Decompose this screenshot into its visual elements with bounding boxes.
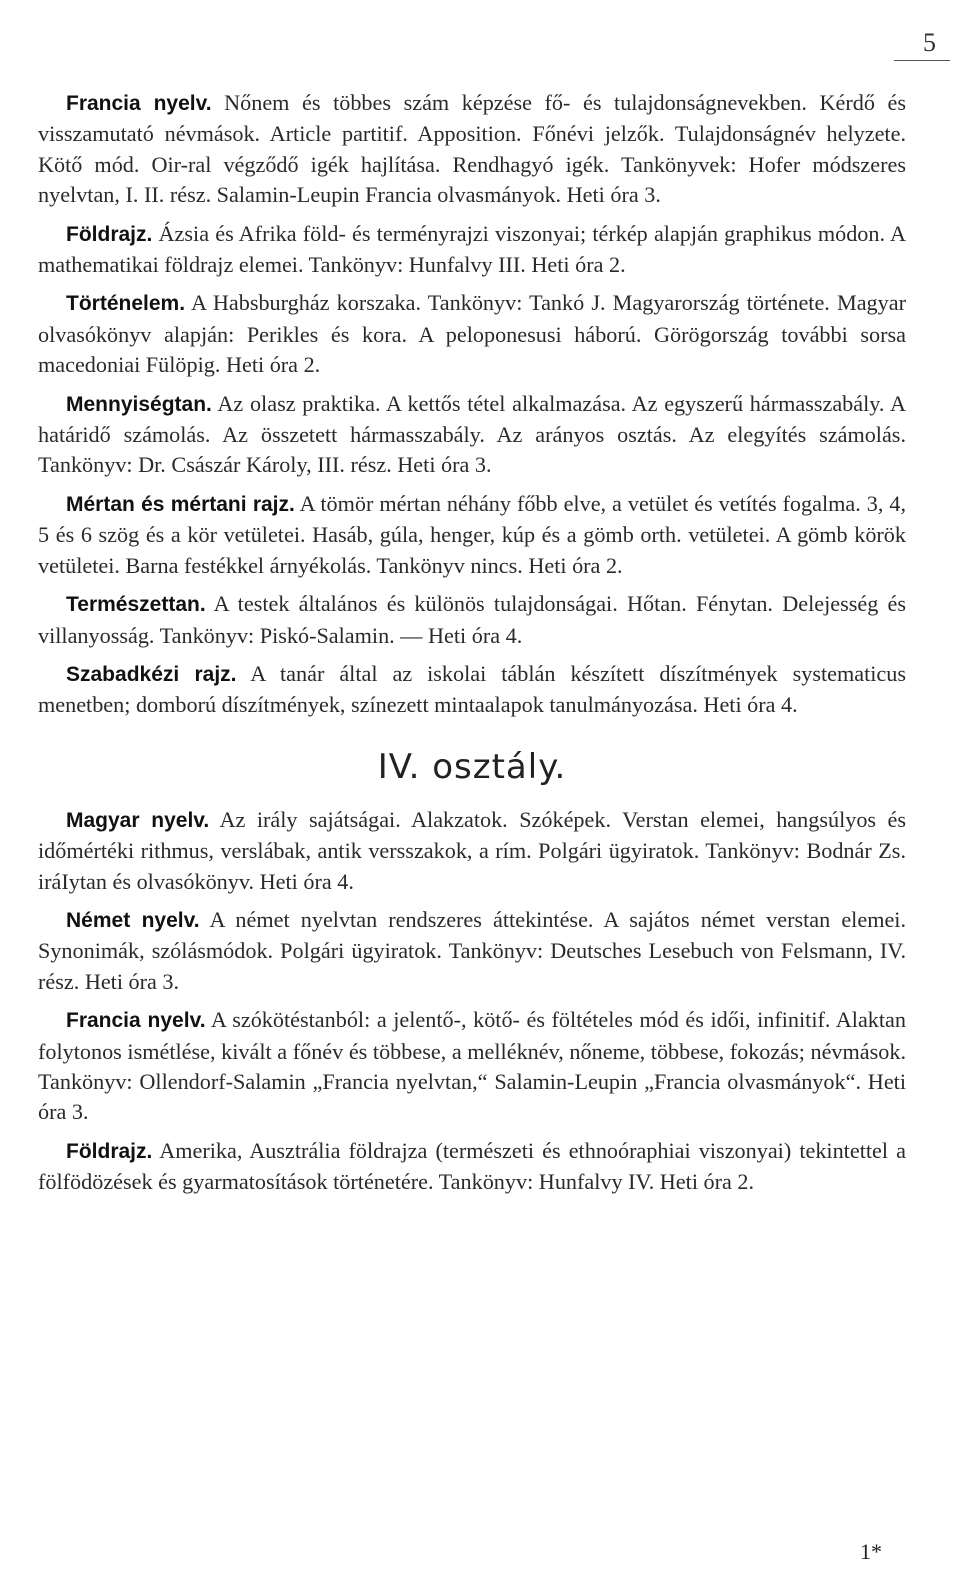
subject-paragraph <box>38 1005 906 1128</box>
subject-text: A német nyelvtan rendszeres áttekintése. A sajátos német verstan elemei. Synonimák, szólásmódok. Polgári ügyiratok. Tankönyv: Deutsches Lesebuch von Felsmann, IV. rész. Heti óra 3. <box>38 906 907 994</box>
subject-paragraph <box>38 905 906 997</box>
subject-text: Az irály sajátságai. Alakzatok. Szóképek. Verstan elemei, hangsúlyos és időmértéki rithmus, verslábak, antik versszakok, a rím. Polgári ügyiratok. Tankönyv: Bodnár Zs. iráIytan és olvasókönyv. Heti óra 4. <box>38 806 906 894</box>
subject-paragraph <box>38 489 906 581</box>
subject-title: Francia nyelv. <box>66 1009 206 1033</box>
section-heading: IV. osztály. <box>377 746 567 787</box>
subject-title: Mennyiségtan. <box>66 392 212 416</box>
subject-text: Amerika, Ausztrália földrajza (természeti és ethnoóraphiai viszonyai) tekintettel a fölfödözések és gyarmatosítások történetére. Tankönyv: Hunfalvy IV. Heti óra 2. <box>38 1137 906 1195</box>
subject-text: A tömör mértan néhány főbb elve, a vetület és vetítés fogalma. 3, 4, 5 és 6 szög és a kör vetületei. Hasáb, gúla, henger, kúp és a gömb orth. vetületei. A gömb körök vetületei. Barna festékkel árnyékolás. Tankönyv nincs. Heti óra 2. <box>38 490 906 578</box>
subject-paragraph <box>38 88 906 211</box>
subject-title: Mértan és mértani rajz. <box>66 492 295 516</box>
document-page <box>38 0 936 1581</box>
page-number-rule <box>894 60 950 61</box>
subject-title: Szabadkézi rajz. <box>66 662 237 686</box>
subject-title: Francia nyelv. <box>66 92 212 115</box>
paragraphs-after <box>38 805 906 1198</box>
subject-paragraph <box>38 288 906 380</box>
subject-text: A tanár által az iskolai táblán készített díszítmények systematicus menetben; domború díszítmények, színezett mintaalapok tanulmányozása. Heti óra 4. <box>38 660 906 718</box>
paragraphs-before <box>38 88 906 721</box>
subject-paragraph <box>38 219 906 281</box>
subject-paragraph <box>38 805 906 897</box>
subject-text: A Habsburgház korszaka. Tankönyv: Tankó J. Magyarország története. Magyar olvasókönyv alapján: Perikles és kora. A peloponesusi háború. Görögország további sorsa macedoniai Fülöpig. Heti óra 2. <box>38 290 906 378</box>
signature-mark: 1* <box>860 1539 882 1564</box>
page-content <box>38 88 906 1206</box>
subject-text: Ázsia és Afrika föld- és terményrajzi viszonyai; térkép alapján graphikus módon. A mathematikai földrajz elemei. Tankönyv: Hunfalvy III. Heti óra 2. <box>38 220 907 278</box>
subject-text: Nőnem és többes szám képzése fő- és tulajdonságnevekben. Kérdő és visszamutató névmások. Article partitif. Apposition. Főnévi jelzők. Tulajdonságnév helyzete. Kötő mód. Oir-ral végződő igék hajlítása. Rendhagyó igék. Tankönyvek: Hofer módszeres nyelvtan, I. II. rész. Salamin-Leupin Francia olvasmányok. Heti óra 3. <box>38 90 906 208</box>
subject-title: Magyar nyelv. <box>66 808 210 832</box>
subject-paragraph <box>38 659 906 721</box>
subject-title: Német nyelv. <box>66 908 200 932</box>
subject-paragraph <box>38 389 906 481</box>
subject-text: Az olasz praktika. A kettős tétel alkalmazása. Az egyszerű hármasszabály. A határidő számolás. Az összetett hármasszabály. Az arányos osztás. Az elegyítés számolás. Tankönyv: Dr. Császár Károly, III. rész. Heti óra 3. <box>38 390 906 478</box>
subject-text: A testek általános és különös tulajdonságai. Hőtan. Fénytan. Delejesség és villanyosság. Tankönyv: Piskó-Salamin. — Heti óra 4. <box>38 591 906 648</box>
subject-paragraph <box>38 589 906 651</box>
subject-title: Földrajz. <box>66 222 153 246</box>
page-number: 5 <box>923 28 936 57</box>
subject-paragraph <box>38 1136 906 1198</box>
subject-text: A szókötéstanból: a jelentő-, kötő- és föltételes mód és idői, infinitif. Alaktan folytonos ismétlése, kivált a főnév és többese, a melléknév, nőneme, többese, fokozás; névmások. Tankönyv: Ollendorf-Salamin „Francia nyelvtan,“ Salamin-Leupin „Francia olvasmányok“. Heti óra 3. <box>38 1007 906 1125</box>
subject-title: Földrajz. <box>66 1139 153 1163</box>
subject-title: Természettan. <box>66 593 206 617</box>
subject-title: Történelem. <box>66 292 186 316</box>
